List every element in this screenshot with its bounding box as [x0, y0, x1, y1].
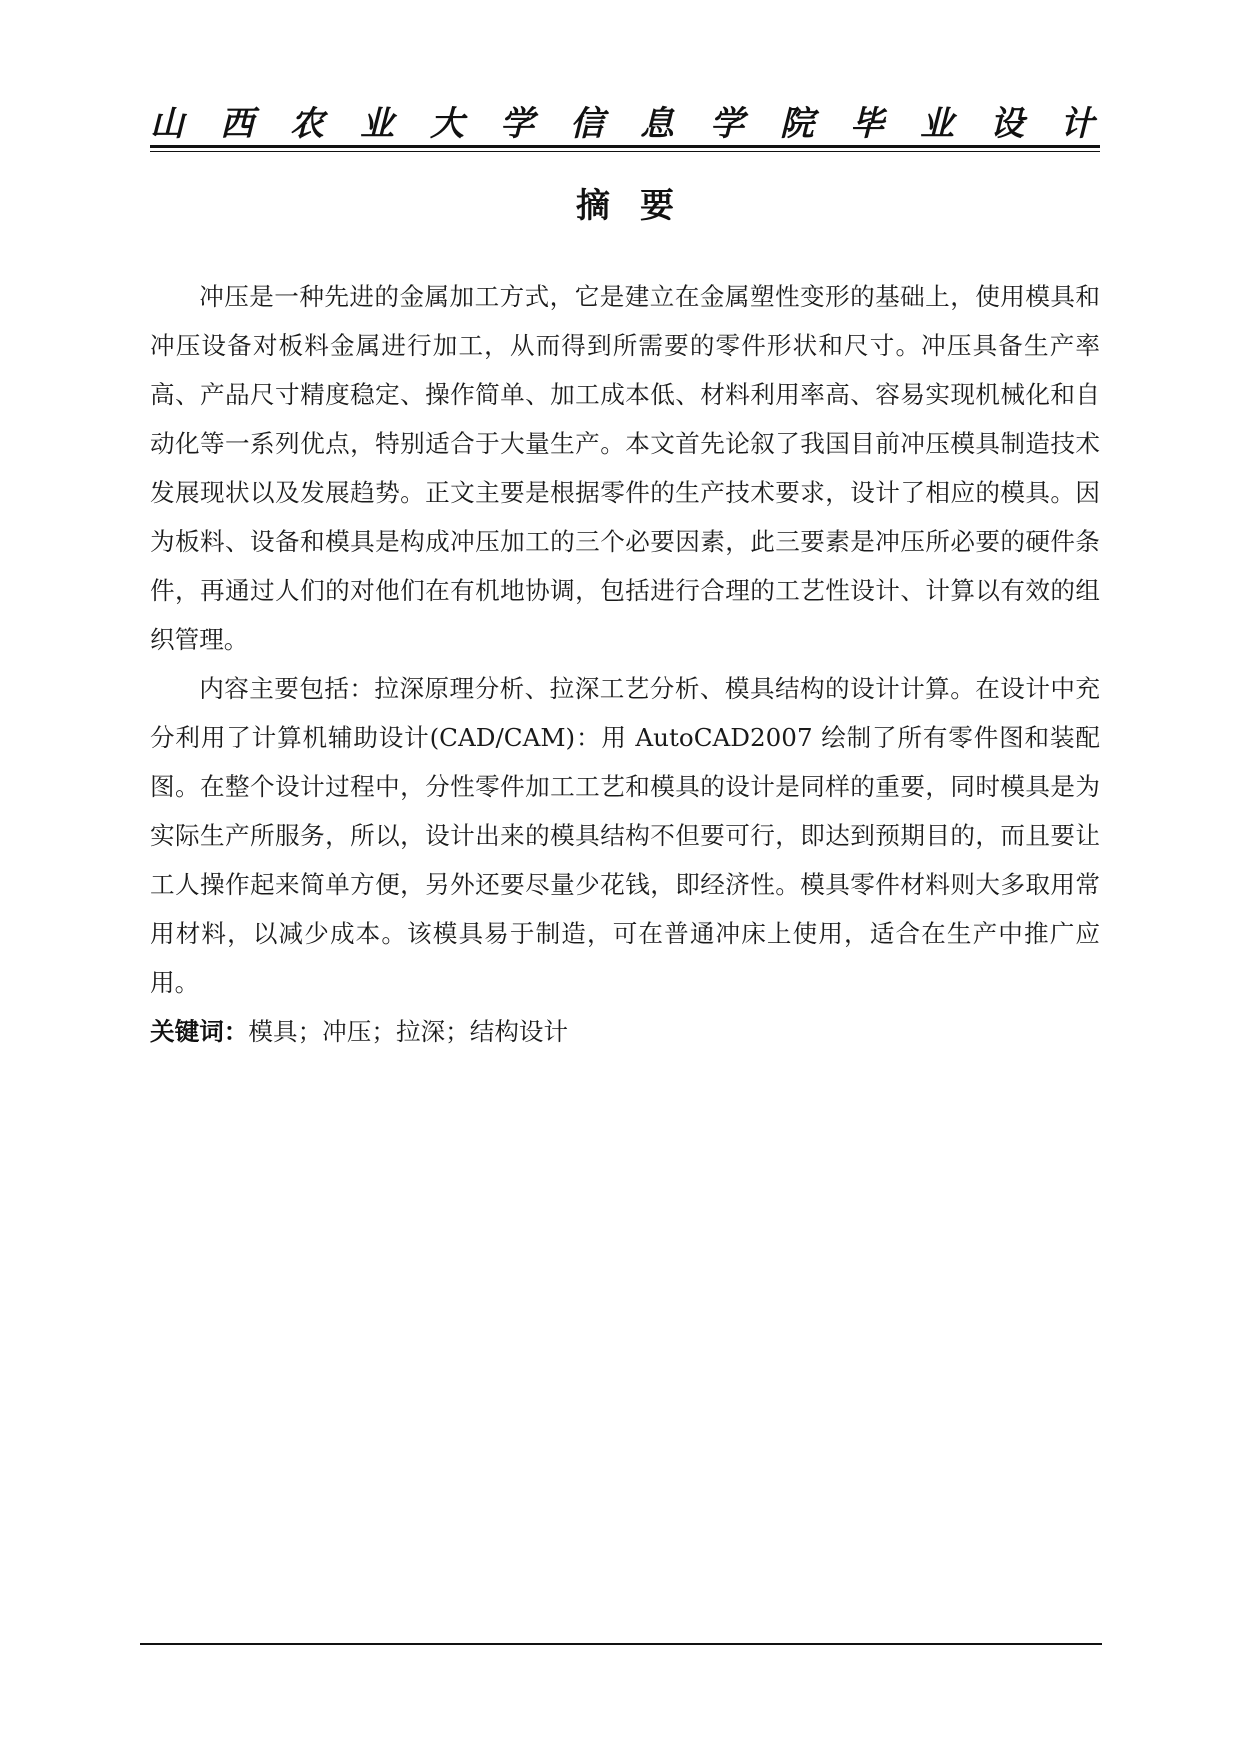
keywords-value: 模具；冲压；拉深；结构设计 [248, 1017, 569, 1046]
header-char: 学 [710, 103, 744, 144]
header-char: 农 [290, 103, 324, 144]
header-char: 西 [220, 103, 254, 144]
header-char: 计 [1060, 103, 1094, 144]
abstract-paragraph: 内容主要包括：拉深原理分析、拉深工艺分析、模具结构的设计计算。在设计中充分利用了计算机辅助设计(CAD/CAM)：用 AutoCAD2007 绘制了所有零件图和装配图。在整个设计过程中，分性零件加工工艺和模具的设计是同样的重要，同时模具是为实际生产所服务，所以，设计出来的模具结构不但要可行，即达到预期目的，而且要让工人操作起来简单方便，另外还要尽量少花钱，即经济性。模具零件材料则大多取用常用材料，以减少成本。该模具易于制造，可在普通冲床上使用，适合在生产中推广应用。 [150, 674, 1100, 997]
header-char: 业 [920, 103, 954, 144]
abstract-body [150, 272, 1100, 1056]
header-char: 山 [150, 103, 184, 144]
header-char: 信 [570, 103, 604, 144]
header-char: 院 [780, 103, 814, 144]
keywords-label: 关键词： [150, 1017, 249, 1046]
header-char: 设 [990, 103, 1024, 144]
running-header [150, 96, 1094, 144]
abstract-paragraph: 冲压是一种先进的金属加工方式，它是建立在金属塑性变形的基础上，使用模具和冲压设备对板料金属进行加工，从而得到所需要的零件形状和尺寸。冲压具备生产率高、产品尺寸精度稳定、操作简单、加工成本低、材料利用率高、容易实现机械化和自动化等一系列优点，特别适合于大量生产。本文首先论叙了我国目前冲压模具制造技术发展现状以及发展趋势。正文主要是根据零件的生产技术要求，设计了相应的模具。因为板料、设备和模具是构成冲压加工的三个必要因素，此三要素是冲压所必要的硬件条件，再通过人们的对他们在有机地协调，包括进行合理的工艺性设计、计算以有效的组织管理。 [150, 282, 1100, 654]
header-char: 业 [360, 103, 394, 144]
abstract-heading: 摘要 [576, 186, 704, 226]
header-char: 学 [500, 103, 534, 144]
header-rule-thick [150, 145, 1100, 148]
keywords-line [150, 1007, 1100, 1056]
header-char: 息 [640, 103, 674, 144]
header-rule-thin [150, 151, 1100, 152]
footer-rule [140, 1643, 1102, 1645]
header-char: 大 [430, 103, 464, 144]
header-char: 毕 [850, 103, 884, 144]
